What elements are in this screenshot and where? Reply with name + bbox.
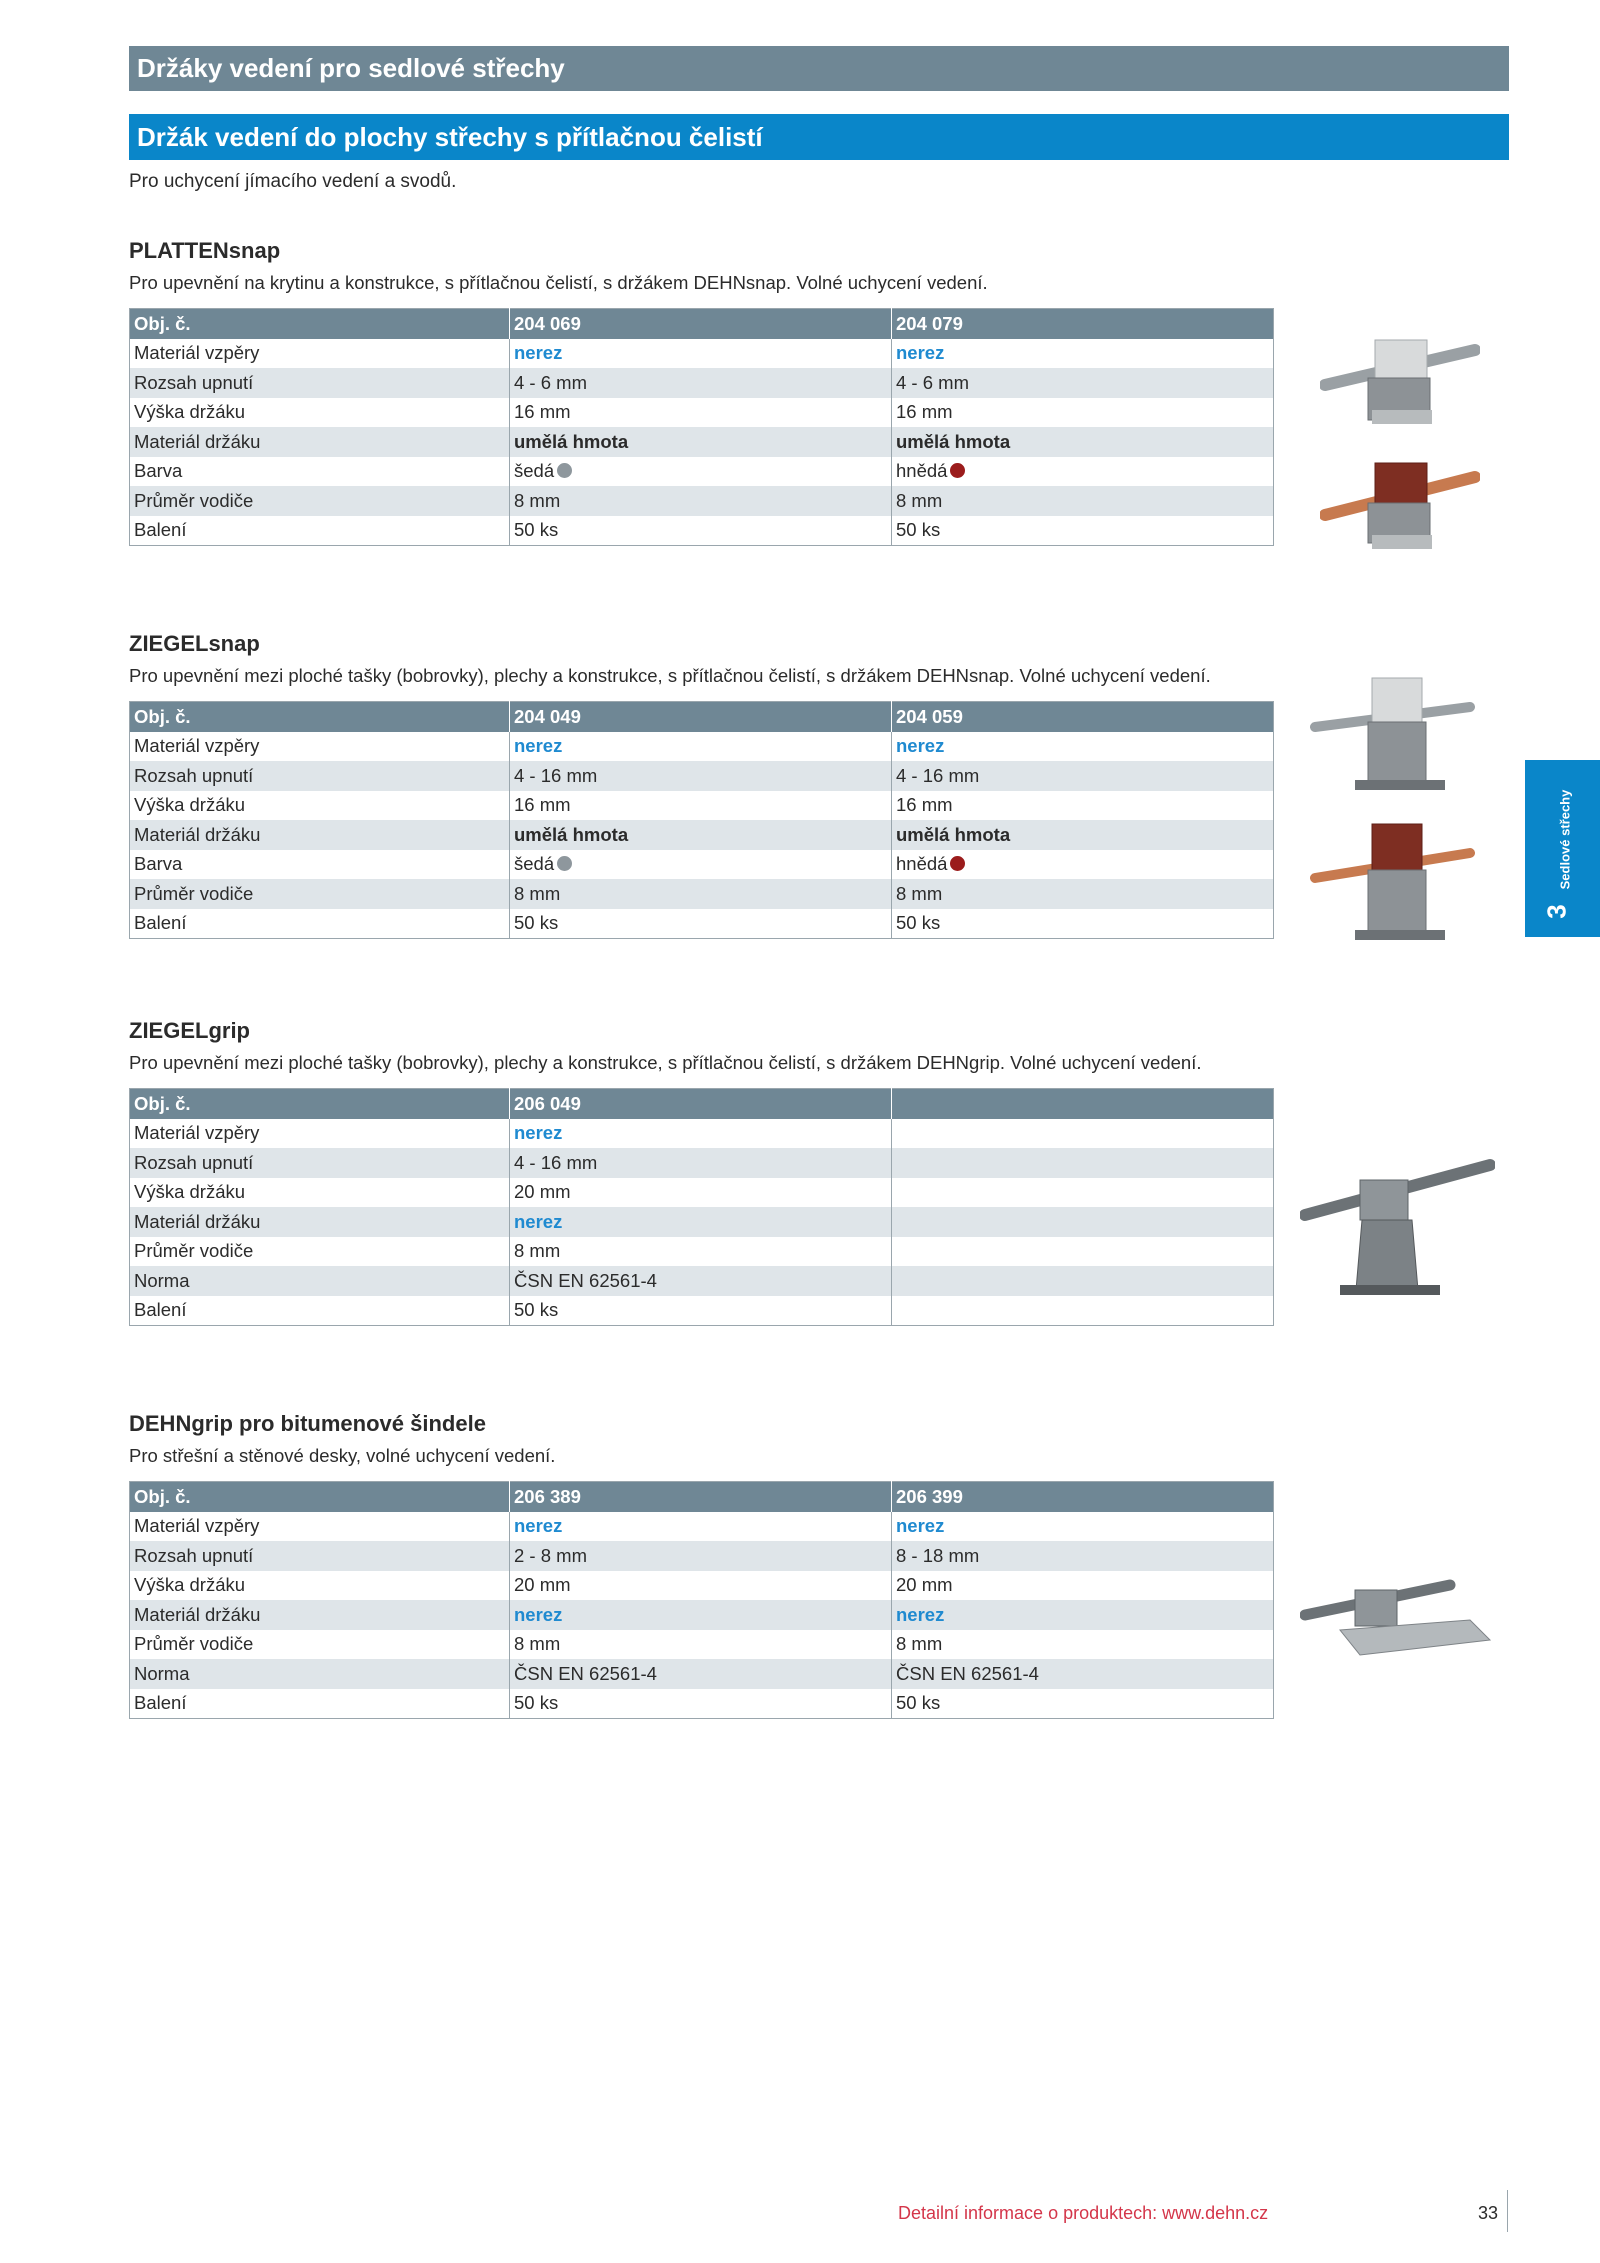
row-label: Rozsah upnutí <box>130 1541 510 1571</box>
table-cell: ČSN EN 62561-4 <box>510 1659 892 1689</box>
table-cell: nerez <box>896 735 945 757</box>
table-cell: 50 ks <box>896 519 941 541</box>
table-cell: 206 399 <box>892 1482 1274 1512</box>
table-row <box>130 398 1274 428</box>
table-row <box>130 1630 1274 1660</box>
table-cell: 4 - 6 mm <box>510 368 892 398</box>
table-cell: umělá hmota <box>892 427 1274 457</box>
color-label: hnědá <box>896 853 948 875</box>
table-cell: 8 mm <box>892 486 1274 516</box>
color-label: šedá <box>514 460 555 482</box>
chapter-tab <box>1525 760 1600 937</box>
table-cell: umělá hmota <box>510 427 892 457</box>
table-cell: 50 ks <box>896 1692 941 1714</box>
table-row <box>130 879 1274 909</box>
row-label: Barva <box>130 850 510 880</box>
table-cell <box>892 1207 1274 1237</box>
table-cell: 50 ks <box>510 516 892 546</box>
table-cell: 4 - 16 mm <box>510 761 892 791</box>
table-row <box>130 1207 1274 1237</box>
row-label: Výška držáku <box>130 791 510 821</box>
table-row <box>130 1148 1274 1178</box>
row-label: Rozsah upnutí <box>130 1148 510 1178</box>
table-cell: 8 mm <box>892 879 1274 909</box>
row-label: Balení <box>130 1296 510 1326</box>
section-title: ZIEGELgrip <box>129 1018 250 1043</box>
row-label: Obj. č. <box>130 309 510 339</box>
row-label: Norma <box>130 1266 510 1296</box>
table-header-row <box>130 1089 1274 1119</box>
table-cell: umělá hmota <box>510 820 892 850</box>
table-cell: 50 ks <box>510 1689 892 1719</box>
row-label: Obj. č. <box>130 1089 510 1119</box>
section-title: DEHNgrip pro bitumenové šindele <box>129 1411 486 1436</box>
table-row <box>130 1541 1274 1571</box>
row-label: Materiál držáku <box>130 1600 510 1630</box>
spec-table <box>129 1088 1274 1326</box>
product-image-dehngrip-bitumen <box>1300 1570 1495 1670</box>
table-cell <box>510 457 892 487</box>
table-row <box>130 486 1274 516</box>
color-label: šedá <box>514 853 555 875</box>
table-row <box>130 1512 1274 1542</box>
table-cell: nerez <box>892 1600 1274 1630</box>
table-row <box>130 1689 1274 1719</box>
table-cell: 8 mm <box>510 1237 892 1267</box>
table-cell: 204 059 <box>892 702 1274 732</box>
section-description: Pro upevnění na krytinu a konstrukce, s přítlačnou čelistí, s držákem DEHNsnap. Volné uchycení vedení. <box>129 272 988 293</box>
table-cell: 8 mm <box>510 879 892 909</box>
row-label: Materiál vzpěry <box>130 732 510 762</box>
row-label: Balení <box>130 909 510 939</box>
section-title: ZIEGELsnap <box>129 631 260 656</box>
product-image-ziegelsnap-grey <box>1310 672 1475 802</box>
table-header-row <box>130 309 1274 339</box>
table-cell <box>892 1266 1274 1296</box>
row-label: Obj. č. <box>130 702 510 732</box>
table-cell: 2 - 8 mm <box>510 1541 892 1571</box>
table-cell: 206 389 <box>510 1482 892 1512</box>
table-header-row <box>130 1482 1274 1512</box>
row-label: Materiál vzpěry <box>130 1119 510 1149</box>
table-row <box>130 761 1274 791</box>
row-label: Norma <box>130 1659 510 1689</box>
table-cell: umělá hmota <box>892 820 1274 850</box>
product-image-ziegelsnap-brown <box>1310 818 1475 953</box>
table-cell: 50 ks <box>510 1296 892 1326</box>
color-swatch-icon <box>950 463 965 478</box>
table-cell: 20 mm <box>896 1574 953 1596</box>
spec-table <box>129 1481 1274 1719</box>
table-row <box>130 1237 1274 1267</box>
row-label: Barva <box>130 457 510 487</box>
section-description: Pro střešní a stěnové desky, volné uchycení vedení. <box>129 1445 556 1466</box>
section-plattensnap <box>129 236 1509 546</box>
row-label: Balení <box>130 516 510 546</box>
table-cell <box>892 1119 1274 1149</box>
table-cell: 20 mm <box>510 1178 892 1208</box>
table-row <box>130 1178 1274 1208</box>
row-label: Obj. č. <box>130 1482 510 1512</box>
row-label: Materiál držáku <box>130 820 510 850</box>
row-label: Rozsah upnutí <box>130 368 510 398</box>
table-row <box>130 1600 1274 1630</box>
spec-table <box>129 308 1274 546</box>
table-cell <box>892 1237 1274 1267</box>
table-row <box>130 1659 1274 1689</box>
table-cell: 50 ks <box>896 912 941 934</box>
table-cell: 16 mm <box>510 398 892 428</box>
table-row <box>130 427 1274 457</box>
table-cell: nerez <box>510 339 892 369</box>
table-cell: 204 079 <box>892 309 1274 339</box>
row-label: Průměr vodiče <box>130 879 510 909</box>
table-cell: nerez <box>510 1512 892 1542</box>
section-description: Pro upevnění mezi ploché tašky (bobrovky), plechy a konstrukce, s přítlačnou čelistí, s držákem DEHNgrip. Volné uchycení vedení. <box>129 1052 1202 1073</box>
table-cell: 20 mm <box>510 1571 892 1601</box>
page-number: 33 <box>1478 2203 1499 2223</box>
footer-link[interactable]: Detailní informace o produktech: www.dehn.cz <box>898 2203 1269 2223</box>
table-cell: 204 049 <box>510 702 892 732</box>
table-cell: 206 049 <box>510 1089 892 1119</box>
row-label: Materiál vzpěry <box>130 339 510 369</box>
table-cell: 8 - 18 mm <box>892 1541 1274 1571</box>
table-row <box>130 516 1274 546</box>
table-cell: 16 mm <box>510 791 892 821</box>
table-cell: nerez <box>510 1119 892 1149</box>
table-header-row <box>130 702 1274 732</box>
table-cell: nerez <box>510 732 892 762</box>
category-header: Držáky vedení pro sedlové střechy <box>129 46 1509 91</box>
row-label: Výška držáku <box>130 1178 510 1208</box>
table-cell <box>892 1178 1274 1208</box>
color-swatch-icon <box>557 856 572 871</box>
table-row <box>130 791 1274 821</box>
table-cell: 4 - 16 mm <box>510 1148 892 1178</box>
row-label: Materiál vzpěry <box>130 1512 510 1542</box>
table-row <box>130 909 1274 939</box>
table-cell: 4 - 16 mm <box>892 761 1274 791</box>
table-cell: 16 mm <box>896 794 953 816</box>
product-image-ziegelgrip <box>1300 1150 1495 1300</box>
table-cell <box>892 457 1274 487</box>
table-cell: ČSN EN 62561-4 <box>892 1659 1274 1689</box>
table-cell: 8 mm <box>896 1633 943 1655</box>
table-cell <box>892 1148 1274 1178</box>
color-swatch-icon <box>950 856 965 871</box>
section-title: PLATTENsnap <box>129 238 281 263</box>
row-label: Výška držáku <box>130 398 510 428</box>
color-label: hnědá <box>896 460 948 482</box>
intro-text: Pro uchycení jímacího vedení a svodů. <box>129 171 457 192</box>
table-cell: nerez <box>896 342 945 364</box>
table-row <box>130 1119 1274 1149</box>
color-swatch-icon <box>557 463 572 478</box>
table-cell: 50 ks <box>510 909 892 939</box>
row-label: Výška držáku <box>130 1571 510 1601</box>
table-cell: 16 mm <box>896 401 953 423</box>
row-label: Průměr vodiče <box>130 1630 510 1660</box>
table-cell: ČSN EN 62561-4 <box>510 1266 892 1296</box>
table-cell: 204 069 <box>510 309 892 339</box>
subtitle-header: Držák vedení do plochy střechy s přítlačnou čelistí <box>129 114 1509 160</box>
table-cell: 8 mm <box>510 1630 892 1660</box>
table-row <box>130 850 1274 880</box>
table-row <box>130 1571 1274 1601</box>
row-label: Materiál držáku <box>130 427 510 457</box>
row-label: Průměr vodiče <box>130 1237 510 1267</box>
table-cell <box>892 1089 1274 1119</box>
table-row <box>130 339 1274 369</box>
chapter-tab-number: 3 <box>1541 904 1572 919</box>
table-cell: nerez <box>510 1207 892 1237</box>
product-image-plattensnap-brown <box>1320 455 1480 560</box>
row-label: Materiál držáku <box>130 1207 510 1237</box>
row-label: Rozsah upnutí <box>130 761 510 791</box>
table-cell <box>510 850 892 880</box>
table-cell: 8 mm <box>510 486 892 516</box>
section-dehngrip-bitumen <box>129 1409 1509 1719</box>
table-cell <box>892 850 1274 880</box>
row-label: Průměr vodiče <box>130 486 510 516</box>
table-row <box>130 732 1274 762</box>
footer-divider <box>1507 2190 1508 2232</box>
section-ziegelsnap <box>129 629 1509 939</box>
product-image-plattensnap-grey <box>1320 330 1480 435</box>
row-label: Balení <box>130 1689 510 1719</box>
table-row <box>130 1296 1274 1326</box>
table-cell: 4 - 6 mm <box>892 368 1274 398</box>
table-row <box>130 820 1274 850</box>
table-cell <box>892 1296 1274 1326</box>
table-row <box>130 1266 1274 1296</box>
table-cell: nerez <box>510 1600 892 1630</box>
table-row <box>130 368 1274 398</box>
table-cell: nerez <box>896 1515 945 1537</box>
chapter-tab-label: Sedlové střechy <box>1557 789 1573 890</box>
section-description: Pro upevnění mezi ploché tašky (bobrovky), plechy a konstrukce, s přítlačnou čelistí, s držákem DEHNsnap. Volné uchycení vedení. <box>129 665 1211 686</box>
spec-table <box>129 701 1274 939</box>
table-row <box>130 457 1274 487</box>
